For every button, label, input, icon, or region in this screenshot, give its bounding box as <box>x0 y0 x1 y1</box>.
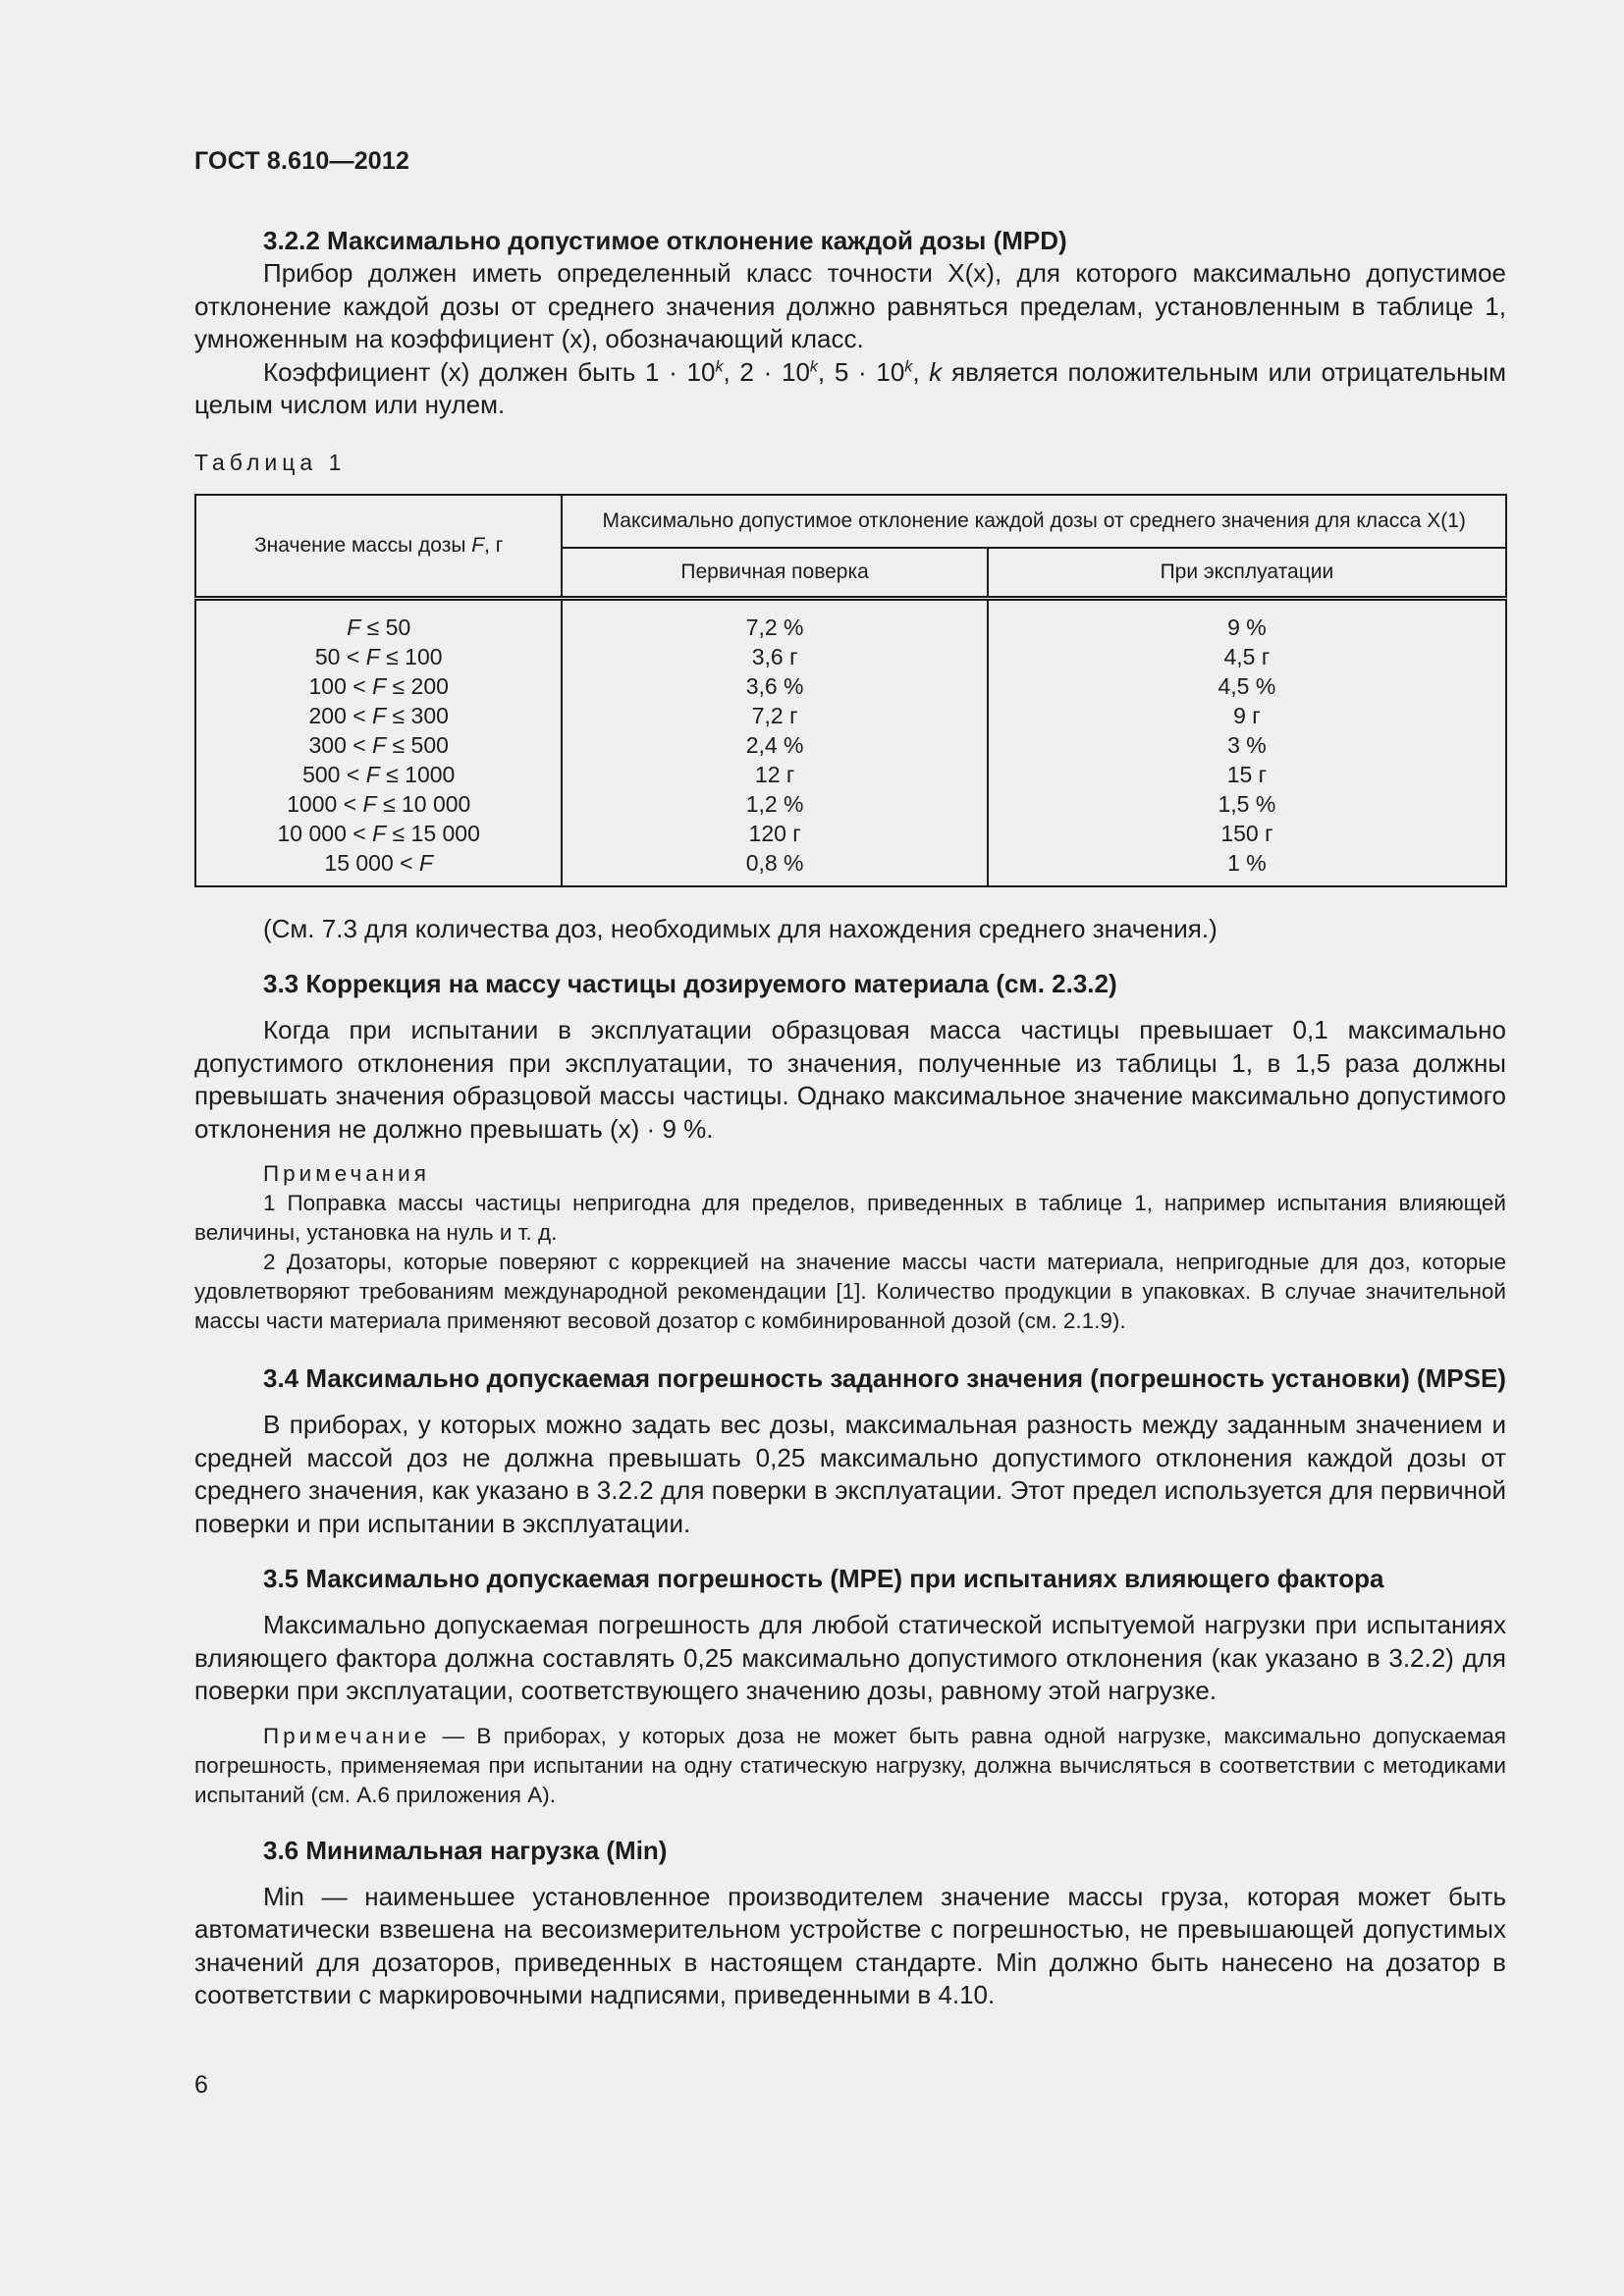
mass-range: 1000 < F ≤ 10 000 <box>287 790 471 817</box>
initial-cell <box>562 598 987 886</box>
section-3-6-paragraph: Min — наименьшее установленное производителем значение массы груза, которая может быть автоматически взвешена на весоизмерительном устройстве с погрешностью, не превышающей допустимых значений для дозаторов, приведенных в настоящем стандарте. Min должно быть нанесено на дозатор в соответствии с маркировочными надписями, приведенными в 4.10. <box>194 1881 1506 2009</box>
initial-value: 3,6 % <box>745 672 804 699</box>
initial-value: 7,2 % <box>745 614 804 640</box>
mass-cell <box>195 598 562 886</box>
table-body-row <box>195 598 1506 886</box>
col-service-header: При эксплуатации <box>988 548 1506 599</box>
service-value: 9 % <box>1227 614 1267 640</box>
section-3-5-note: Примечание — В приборах, у которых доза не может быть равна одной нагрузке, максимально допускаемая погрешность, применяемая при испытании на одну статическую нагрузку, должна вычисляться в соответствии с методиками испытаний (см. А.6 приложения А). <box>194 1723 1506 1807</box>
note-2: 2 Дозаторы, которые поверяют с коррекцией на значение массы части материала, непригодные для доз, которые удовлетворяют требованиям международной рекомендации [1]. Количество продукции в упаковках. В случае значительной массы части материала применяют весовой дозатор с комбинированной дозой (см. 2.1.9). <box>194 1250 1506 1333</box>
service-value: 3 % <box>1227 731 1267 758</box>
mass-range: 10 000 < F ≤ 15 000 <box>277 820 480 846</box>
table-1 <box>194 494 1507 887</box>
mass-range: 15 000 < F <box>324 849 434 876</box>
service-value: 150 г <box>1220 820 1273 846</box>
page-content <box>194 224 1506 2012</box>
mass-range: 200 < F ≤ 300 <box>308 702 449 728</box>
section-3-5-title: 3.5 Максимально допускаемая погрешность (MPE) при испытаниях влияющего фактора <box>263 1564 1384 1593</box>
notes-label: Примечания <box>263 1161 430 1186</box>
section-3-3-paragraph: Когда при испытании в эксплуатации образцовая масса частицы превышает 0,1 максимально допустимого отклонения при эксплуатации, то значения, полученные из таблицы 1, в 1,5 раза должны превышать значения образцовой массы частицы. Однако максимальное значение максимально допустимого отклонения не должно превышать (x) · 9 %. <box>194 1015 1506 1144</box>
initial-value: 7,2 г <box>751 702 798 728</box>
service-value: 1 % <box>1227 849 1267 876</box>
page-number: 6 <box>194 2071 208 2099</box>
mass-range: F ≤ 50 <box>347 614 411 640</box>
service-cell <box>988 598 1506 886</box>
section-3-6-title: 3.6 Минимальная нагрузка (Min) <box>263 1835 668 1865</box>
section-3-2-2-title: 3.2.2 Максимально допустимое отклонение каждой дозы (MPD) <box>263 226 1067 255</box>
mass-range: 500 < F ≤ 1000 <box>302 761 456 787</box>
section-3-3-title: 3.3 Коррекция на массу частицы дозируемого материала (см. 2.3.2) <box>263 969 1117 998</box>
col-initial-header: Первичная поверка <box>562 548 987 599</box>
initial-value: 1,2 % <box>745 790 804 817</box>
initial-value: 3,6 г <box>751 643 798 669</box>
note-1: 1 Поправка массы частицы непригодна для пределов, приведенных в таблице 1, например испытания влияющей величины, установка на нуль и т. д. <box>194 1191 1506 1245</box>
section-3-4-title: 3.4 Максимально допускаемая погрешность заданного значения (погрешность установки) (MPSE) <box>263 1363 1506 1393</box>
table-caption: Таблица 1 <box>194 449 347 475</box>
col-mass-header: Значение массы дозы F, г <box>195 495 562 599</box>
initial-value: 2,4 % <box>745 731 804 758</box>
section-3-4-paragraph: В приборах, у которых можно задать вес дозы, максимальная разность между заданным значением и средней массой доз не должна превышать 0,25 максимально допустимого отклонения каждой дозы от среднего значения, как указано в 3.2.2 для поверки в эксплуатации. Этот предел используется для первичной поверки и при испытании в эксплуатации. <box>194 1410 1506 1538</box>
mass-range: 300 < F ≤ 500 <box>308 731 449 758</box>
section-3-2-2-paragraph-1: Прибор должен иметь определенный класс точности X(x), для которого максимально допустимое отклонение каждой дозы от среднего значения должно равняться пределам, установленным в таблице 1, умноженным на коэффициент (x), обозначающий класс. <box>194 258 1506 353</box>
initial-value: 12 г <box>754 761 795 787</box>
standard-header: ГОСТ 8.610—2012 <box>194 147 410 175</box>
service-value: 4,5 % <box>1218 672 1276 699</box>
section-3-5-paragraph: Максимально допускаемая погрешность для любой статической испытуемой нагрузки при испытаниях влияющего фактора должна составлять 0,25 максимально допустимого отклонения (как указано в 3.2.2) для поверки при эксплуатации, соответствующего значению дозы, равному этой нагрузке. <box>194 1610 1506 1705</box>
service-value: 4,5 г <box>1223 643 1271 669</box>
table-header-row-1 <box>195 495 1506 548</box>
mass-range: 100 < F ≤ 200 <box>308 672 449 699</box>
note-label: Примечание <box>263 1723 431 1748</box>
service-value: 15 г <box>1226 761 1268 787</box>
initial-value: 0,8 % <box>745 849 804 876</box>
service-value: 1,5 % <box>1218 790 1276 817</box>
after-table-note: (См. 7.3 для количества доз, необходимых для нахождения среднего значения.) <box>263 913 1218 943</box>
initial-value: 120 г <box>748 820 801 846</box>
section-3-2-2-paragraph-2: Коэффициент (x) должен быть $1 \cdot 10^k$, $2 \cdot 10^k$, $5 \cdot 10^k$, k является положительным или отрицательным целым числом или нулем. <box>194 356 1506 419</box>
mass-range: 50 < F ≤ 100 <box>314 643 443 669</box>
group-header: Максимально допустимое отклонение каждой дозы от среднего значения для класса X(1) <box>562 495 1506 548</box>
service-value: 9 г <box>1233 702 1261 728</box>
